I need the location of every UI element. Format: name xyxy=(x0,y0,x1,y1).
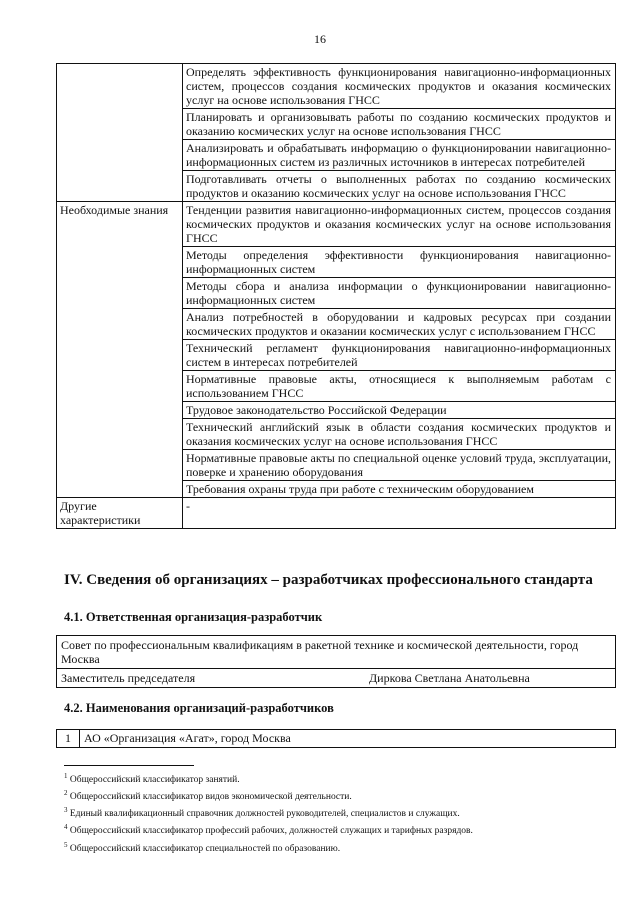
developers-title: 4.2. Наименования организаций-разработчиков xyxy=(64,701,334,715)
footnote-text: Общероссийский классификатор специальностей по образованию. xyxy=(69,843,341,854)
footnote-text: Общероссийский классификатор профессий рабочих, должностей служащих и тарифных разрядов. xyxy=(69,826,473,837)
table-row xyxy=(57,730,616,748)
responsible-org-table xyxy=(56,635,616,688)
skill-item: Планировать и организовывать работы по созданию космических продуктов и оказанию космических услуг на основе использования ГНСС xyxy=(183,109,616,140)
other-label: Другие характеристики xyxy=(57,498,183,529)
page-number: 16 xyxy=(314,32,326,46)
knowledge-item: Нормативные правовые акты, относящиеся к выполняемым работам с использованием ГНСС xyxy=(183,371,616,402)
developers-table xyxy=(56,729,616,748)
developer-name: АО «Организация «Агат», город Москва xyxy=(80,730,616,748)
table-row xyxy=(57,498,616,529)
footnote-divider xyxy=(64,765,194,766)
knowledge-item: Технический английский язык в области создания космических продуктов и оказания космических услуг на основе использования ГНСС xyxy=(183,419,616,450)
responsible-position: Заместитель председателя xyxy=(57,669,366,688)
skill-item: Подготавливать отчеты о выполненных работах по созданию космических продуктов и оказанию космических услуг на основе использования ГНСС xyxy=(183,171,616,202)
knowledge-item: Трудовое законодательство Российской Федерации xyxy=(183,402,616,419)
footnote-text: Общероссийский классификатор занятий. xyxy=(69,775,240,786)
responsible-org-name: Совет по профессиональным квалификациям в ракетной технике и космической деятельности, город Москва xyxy=(57,636,616,669)
footnote-marker: 3 xyxy=(64,806,68,815)
footnote-marker: 1 xyxy=(64,772,68,780)
skill-item: Анализировать и обрабатывать информацию о функционировании навигационно-информационных систем из различных источников в интересах потребителей xyxy=(183,140,616,171)
knowledge-item: Методы определения эффективности функционирования навигационно-информационных систем xyxy=(183,247,616,278)
footnote-marker: 5 xyxy=(64,840,68,849)
footnote xyxy=(64,804,604,821)
footnote xyxy=(64,839,604,856)
footnote xyxy=(64,787,604,804)
skills-label-cell xyxy=(57,64,183,202)
table-row xyxy=(57,669,616,688)
footnote-marker: 4 xyxy=(64,823,68,832)
knowledge-label: Необходимые знания xyxy=(57,202,183,498)
table-row xyxy=(57,636,616,669)
footnotes xyxy=(64,770,604,856)
other-value: - xyxy=(183,498,616,529)
knowledge-item: Технический регламент функционирования навигационно-информационных систем в интересах потребителей xyxy=(183,340,616,371)
table-row xyxy=(57,64,616,109)
footnote xyxy=(64,770,604,787)
knowledge-item: Анализ потребностей в оборудовании и кадровых ресурсах при создании космических продуктов и оказании космических услуг с использованием ГНСС xyxy=(183,309,616,340)
knowledge-item: Тенденции развития навигационно-информационных систем, процессов создания космических продуктов и оказания космических услуг на основе использования ГНСС xyxy=(183,202,616,247)
skill-item: Определять эффективность функционирования навигационно-информационных систем, процессов создания космических продуктов и оказания космических услуг на основе использования ГНСС xyxy=(183,64,616,109)
requirements-table xyxy=(56,63,616,529)
knowledge-item: Нормативные правовые акты по специальной оценке условий труда, эксплуатации, поверке и хранению оборудования xyxy=(183,450,616,481)
footnote-text: Единый квалификационный справочник должностей руководителей, специалистов и служащих. xyxy=(69,809,460,820)
footnote xyxy=(64,821,604,838)
knowledge-item: Требования охраны труда при работе с техническим оборудованием xyxy=(183,481,616,498)
knowledge-item: Методы сбора и анализа информации о функционировании навигационно-информационных систем xyxy=(183,278,616,309)
developer-number: 1 xyxy=(57,730,80,748)
responsible-person: Диркова Светлана Анатольевна xyxy=(365,669,616,688)
section-title: IV. Сведения об организациях – разработчиках профессионального стандарта xyxy=(64,572,593,588)
table-row xyxy=(57,202,616,247)
responsible-org-title: 4.1. Ответственная организация-разработчик xyxy=(64,610,323,624)
footnote-text: Общероссийский классификатор видов экономической деятельности. xyxy=(69,792,352,803)
footnote-marker: 2 xyxy=(64,789,68,798)
